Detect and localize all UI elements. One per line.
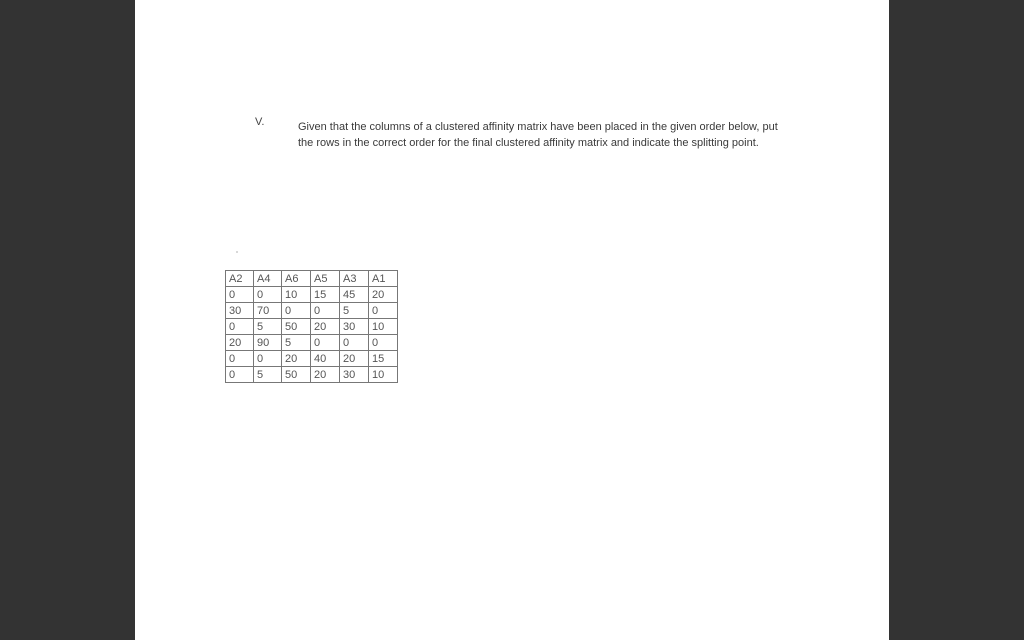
table-cell: 40 <box>311 351 340 367</box>
table-cell: 20 <box>311 367 340 383</box>
table-cell: 10 <box>369 319 398 335</box>
table-cell: 0 <box>282 303 311 319</box>
table-cell: 5 <box>340 303 369 319</box>
column-header: A3 <box>340 271 369 287</box>
table-cell: 15 <box>369 351 398 367</box>
table-row <box>226 303 398 319</box>
table-cell: 20 <box>226 335 254 351</box>
table-cell: 0 <box>226 287 254 303</box>
question-text: Given that the columns of a clustered affinity matrix have been placed in the given order below, put the rows in the correct order for the final clustered affinity matrix and indicate the splitting point. <box>298 121 778 149</box>
table-cell: 0 <box>340 335 369 351</box>
affinity-matrix-table <box>225 270 398 383</box>
table-cell: 45 <box>340 287 369 303</box>
table-row <box>226 335 398 351</box>
table-cell: 90 <box>254 335 282 351</box>
table-cell: 0 <box>254 287 282 303</box>
table-cell: 70 <box>254 303 282 319</box>
table-row <box>226 351 398 367</box>
table-cell: 0 <box>226 351 254 367</box>
table-row <box>226 367 398 383</box>
scan-speck <box>236 251 238 253</box>
table-header-row <box>226 271 398 287</box>
table-cell: 30 <box>340 319 369 335</box>
table-cell: 5 <box>254 367 282 383</box>
table-cell: 0 <box>226 367 254 383</box>
table-cell: 0 <box>311 303 340 319</box>
table-cell: 5 <box>282 335 311 351</box>
table-cell: 0 <box>369 303 398 319</box>
column-header: A4 <box>254 271 282 287</box>
table-cell: 0 <box>311 335 340 351</box>
table-cell: 30 <box>340 367 369 383</box>
table-row <box>226 287 398 303</box>
table-cell: 0 <box>254 351 282 367</box>
table-cell: 0 <box>369 335 398 351</box>
table-cell: 20 <box>311 319 340 335</box>
table-cell: 20 <box>369 287 398 303</box>
table-cell: 10 <box>369 367 398 383</box>
table-cell: 20 <box>282 351 311 367</box>
table-cell: 5 <box>254 319 282 335</box>
column-header: A1 <box>369 271 398 287</box>
column-header: A5 <box>311 271 340 287</box>
table-cell: 10 <box>282 287 311 303</box>
table-cell: 0 <box>226 319 254 335</box>
table-row <box>226 319 398 335</box>
table-cell: 30 <box>226 303 254 319</box>
question-number: V. <box>255 116 265 128</box>
table-cell: 50 <box>282 319 311 335</box>
column-header: A2 <box>226 271 254 287</box>
table-cell: 20 <box>340 351 369 367</box>
column-header: A6 <box>282 271 311 287</box>
document-page <box>135 0 889 640</box>
table-cell: 15 <box>311 287 340 303</box>
table-cell: 50 <box>282 367 311 383</box>
